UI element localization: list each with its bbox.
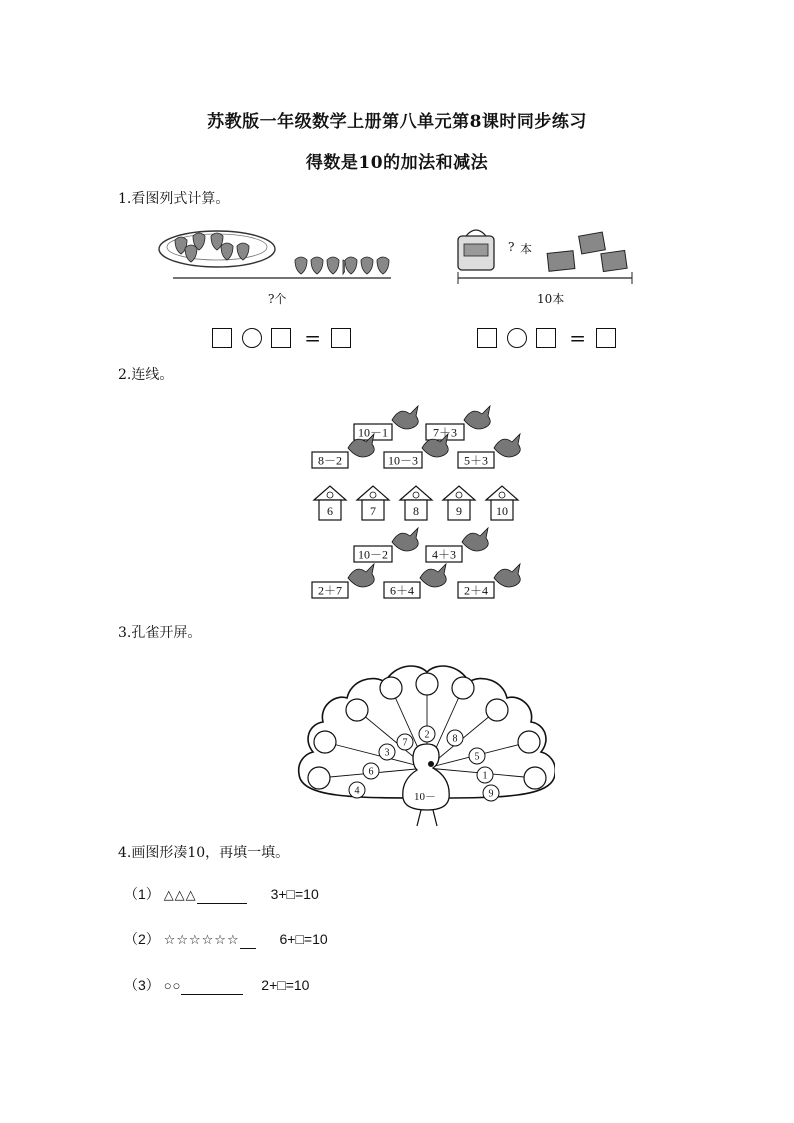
card-text: 6＋4 bbox=[389, 583, 415, 598]
feather-number: 7 bbox=[402, 737, 408, 749]
item-number: （3） bbox=[124, 977, 160, 993]
answer-circle[interactable] bbox=[524, 767, 546, 789]
card-text: 10－2 bbox=[357, 547, 389, 562]
answer-circle[interactable] bbox=[380, 677, 402, 699]
answer-circle[interactable] bbox=[518, 731, 540, 753]
equals-sign: = bbox=[569, 326, 586, 350]
feather-number: 1 bbox=[482, 770, 488, 782]
feather-number: 2 bbox=[424, 729, 430, 741]
feather-number: 9 bbox=[488, 788, 494, 800]
feather-number: 3 bbox=[384, 747, 390, 759]
answer-circle[interactable] bbox=[416, 673, 438, 695]
answer-box[interactable] bbox=[477, 328, 497, 348]
fill-equation[interactable]: 2+□=10 bbox=[261, 977, 310, 993]
house-number: 6 bbox=[327, 504, 333, 518]
item-number: （2） bbox=[124, 931, 160, 947]
fill-row-3 bbox=[124, 975, 309, 995]
feather-number: 8 bbox=[452, 733, 458, 745]
answer-box[interactable] bbox=[536, 328, 556, 348]
card-text: 10－3 bbox=[387, 453, 419, 468]
question-3-label: 3.孔雀开屏。 bbox=[118, 625, 202, 641]
right-equation-blanks bbox=[477, 326, 620, 350]
peacock-diagram bbox=[295, 658, 555, 830]
item-number: （1） bbox=[124, 886, 160, 902]
triangle-icons: △△△ bbox=[163, 887, 197, 902]
answer-box[interactable] bbox=[331, 328, 351, 348]
card-text: 2＋7 bbox=[317, 583, 343, 598]
question-4-label: 4.画图形凑10，再填一填。 bbox=[118, 845, 290, 861]
house-number: 8 bbox=[413, 504, 419, 518]
card-text: 2＋4 bbox=[463, 583, 489, 598]
strawberry-plate-illustration bbox=[155, 222, 345, 284]
operator-circle[interactable] bbox=[507, 328, 527, 348]
right-unit-label: 本 bbox=[520, 242, 533, 256]
schoolbag-books-illustration bbox=[452, 222, 640, 286]
house-number: 9 bbox=[456, 504, 462, 518]
page-subtitle: 得数是10的加法和减法 bbox=[305, 153, 489, 173]
answer-circle[interactable] bbox=[452, 677, 474, 699]
matching-diagram bbox=[300, 400, 540, 605]
star-icons: ☆☆☆☆☆☆ bbox=[163, 932, 240, 947]
fill-row-2 bbox=[124, 929, 328, 949]
fill-equation[interactable]: 6+□=10 bbox=[279, 931, 328, 947]
question-1-label: 1.看图列式计算。 bbox=[118, 191, 230, 207]
circle-icons: ○○ bbox=[163, 978, 182, 993]
card-text: 5＋3 bbox=[463, 453, 489, 468]
left-picture-caption: ?个 bbox=[268, 292, 287, 306]
card-text: 8－2 bbox=[317, 453, 343, 468]
peacock-body-label: 10－ bbox=[414, 791, 436, 803]
left-equation-blanks bbox=[212, 326, 355, 350]
draw-blank[interactable] bbox=[240, 948, 256, 949]
page-title: 苏教版一年级数学上册第八单元第8课时同步练习 bbox=[207, 112, 587, 132]
operator-circle[interactable] bbox=[242, 328, 262, 348]
draw-blank[interactable] bbox=[197, 903, 247, 904]
answer-circle[interactable] bbox=[308, 767, 330, 789]
card-text: 4＋3 bbox=[431, 547, 457, 562]
card-text: 7＋3 bbox=[432, 425, 458, 440]
answer-box[interactable] bbox=[596, 328, 616, 348]
answer-circle[interactable] bbox=[486, 699, 508, 721]
answer-circle[interactable] bbox=[346, 699, 368, 721]
feather-number: 6 bbox=[368, 766, 374, 778]
right-picture-caption: 10本 bbox=[537, 292, 565, 306]
house-number: 7 bbox=[370, 504, 376, 518]
right-question-mark: ? bbox=[508, 240, 515, 254]
card-text: 10－1 bbox=[357, 425, 389, 440]
answer-circle[interactable] bbox=[314, 731, 336, 753]
answer-box[interactable] bbox=[271, 328, 291, 348]
question-2-label: 2.连线。 bbox=[118, 367, 174, 383]
house-number: 10 bbox=[496, 504, 508, 518]
strawberry-row-end bbox=[345, 222, 395, 284]
draw-blank[interactable] bbox=[181, 994, 243, 995]
feather-number: 5 bbox=[474, 751, 480, 763]
feather-number: 4 bbox=[354, 785, 360, 797]
fill-row-1 bbox=[124, 884, 319, 904]
fill-equation[interactable]: 3+□=10 bbox=[270, 886, 319, 902]
answer-box[interactable] bbox=[212, 328, 232, 348]
equals-sign: = bbox=[304, 326, 321, 350]
